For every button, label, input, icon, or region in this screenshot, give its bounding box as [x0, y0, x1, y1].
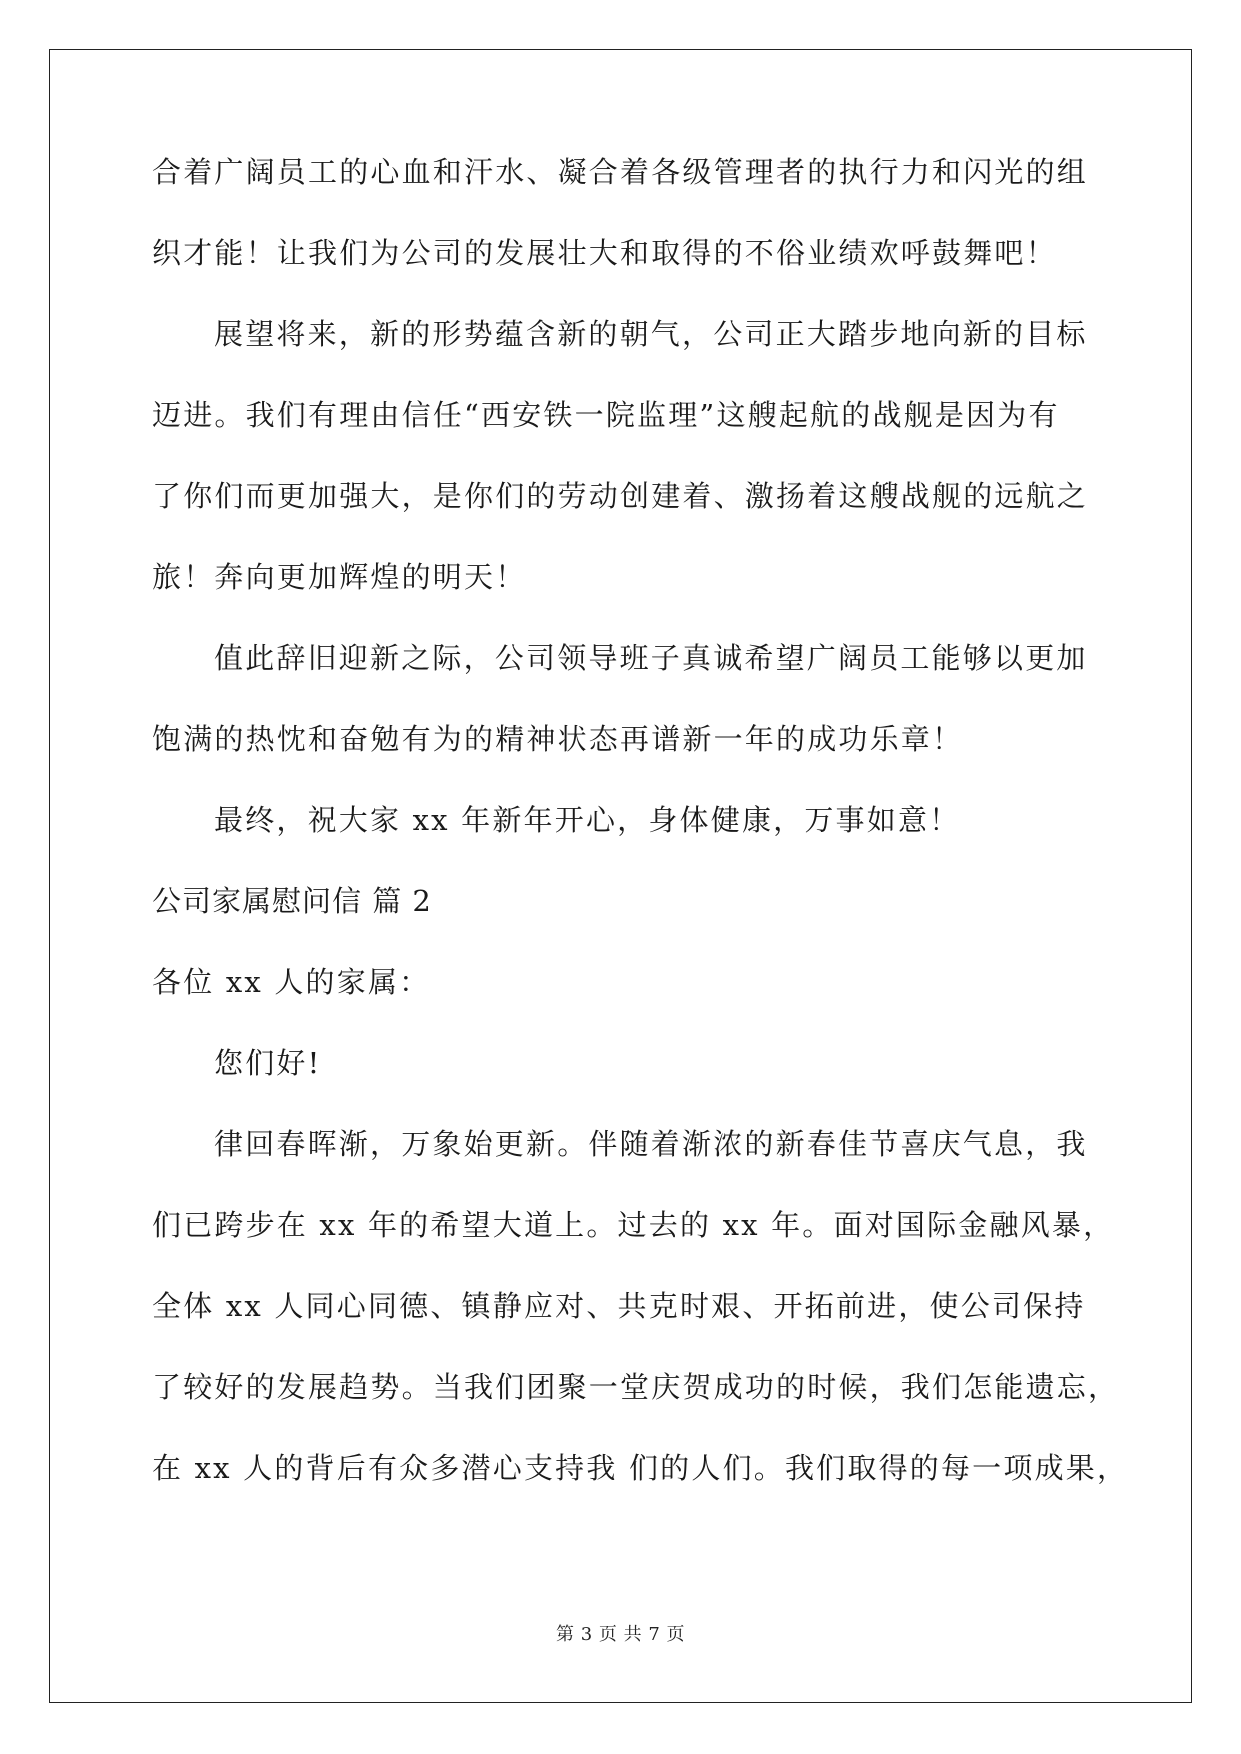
paragraph-start-line: 律回春晖渐，万象始更新。伴随着渐浓的新春佳节喜庆气息，我	[214, 1127, 1088, 1161]
paragraph-start-line: 值此辞旧迎新之际，公司领导班子真诚希望广阔员工能够以更加	[214, 641, 1088, 675]
salutation: 各位 xx 人的家属：	[152, 965, 431, 999]
paragraph-start-line: 最终，祝大家 xx 年新年开心，身体健康，万事如意！	[214, 803, 961, 837]
greeting: 您们好!	[214, 1046, 322, 1080]
section-heading: 公司家属慰问信 篇 2	[152, 884, 432, 918]
text-line: 饱满的热忱和奋勉有为的精神状态再谱新一年的成功乐章！	[152, 722, 964, 756]
text-line: 迈进。我们有理由信任“西安铁一院监理”这艘起航的战舰是因为有	[152, 398, 1060, 432]
text-line: 全体 xx 人同心同德、镇静应对、共克时艰、开拓前进，使公司保持	[152, 1289, 1086, 1323]
text-line: 了你们而更加强大，是你们的劳动创建着、激扬着这艘战舰的远航之	[152, 479, 1089, 513]
page-footer: 第 3 页 共 7 页	[555, 1624, 685, 1645]
text-line: 了较好的发展趋势。当我们团聚一堂庆贺成功的时候，我们怎能遗忘，	[152, 1370, 1120, 1404]
text-line: 织才能！让我们为公司的发展壮大和取得的不俗业绩欢呼鼓舞吧！	[152, 236, 1057, 270]
text-line: 在 xx 人的背后有众多潜心支持我 们的人们。我们取得的每一项成果，	[152, 1451, 1129, 1485]
paragraph-start-line: 展望将来，新的形势蕴含新的朝气，公司正大踏步地向新的目标	[214, 317, 1088, 351]
document-body	[152, 152, 1129, 1529]
text-line: 合着广阔员工的心血和汗水、凝合着各级管理者的执行力和闪光的组	[152, 155, 1089, 189]
text-line: 旅！奔向更加辉煌的明天！	[152, 560, 527, 594]
text-line: 们已跨步在 xx 年的希望大道上。过去的 xx 年。面对国际金融风暴，	[152, 1208, 1115, 1242]
